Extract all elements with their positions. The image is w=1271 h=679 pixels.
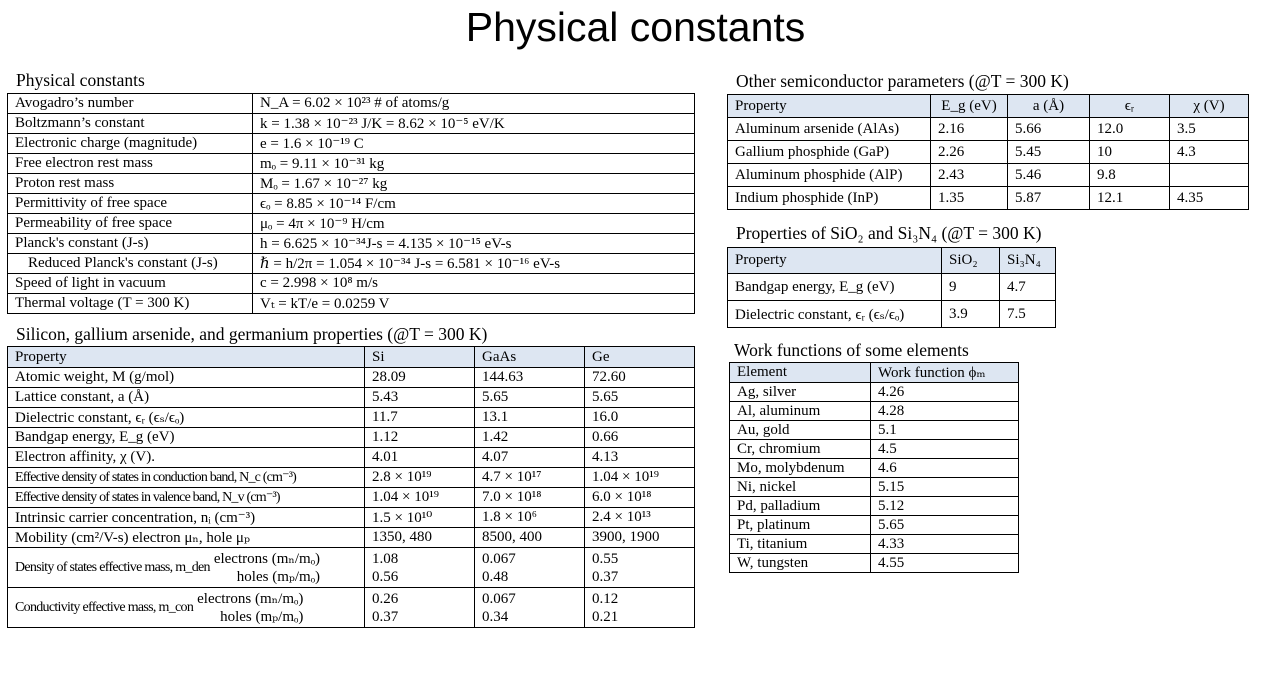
mass-value: 0.26 <box>372 590 399 607</box>
table-cell <box>585 548 695 588</box>
table-row <box>730 516 1019 535</box>
effective-mass-holes: holes (mₚ/mₒ) <box>236 568 321 585</box>
header-cell: Element <box>730 363 871 383</box>
mass-value: 0.067 <box>482 590 516 607</box>
table-header-row <box>728 95 1249 118</box>
table-cell: 13.1 <box>475 408 585 428</box>
table-cell: Thermal voltage (T = 300 K) <box>8 294 253 314</box>
table-cell: 72.60 <box>585 368 695 388</box>
table-cell: 3.5 <box>1170 118 1249 141</box>
table-cell: 2.43 <box>931 164 1008 187</box>
header-cell: Property <box>8 347 365 368</box>
table-row <box>730 383 1019 402</box>
table-row <box>8 174 695 194</box>
table-header-row <box>730 363 1019 383</box>
table-cell: Electron affinity, χ (V). <box>8 448 365 468</box>
table-row <box>8 388 695 408</box>
work-functions-table <box>729 362 1019 573</box>
table-cell <box>365 588 475 628</box>
header-cell: SiO₂ <box>942 248 1000 274</box>
header-cell: Work function ϕₘ <box>871 363 1019 383</box>
mass-value: 0.37 <box>592 568 619 585</box>
table-cell: 1.04 × 10¹⁹ <box>365 488 475 508</box>
table-cell: 5.66 <box>1008 118 1090 141</box>
table-cell: Lattice constant, a (Å) <box>8 388 365 408</box>
table-cell: 10 <box>1090 141 1170 164</box>
table-cell: 1.04 × 10¹⁹ <box>585 468 695 488</box>
table-row <box>8 94 695 114</box>
table-cell: W, tungsten <box>730 554 871 573</box>
table-cell: Effective density of states in conduction band, N_c (cm⁻³) <box>8 468 365 488</box>
table-cell: 5.15 <box>871 478 1019 497</box>
table-row <box>8 468 695 488</box>
table-row <box>8 194 695 214</box>
table-cell: mₒ = 9.11 × 10⁻³¹ kg <box>253 154 695 174</box>
table-cell <box>585 588 695 628</box>
effective-mass-holes: holes (mₚ/mₒ) <box>220 608 304 625</box>
table-cell: μₒ = 4π × 10⁻⁹ H/cm <box>253 214 695 234</box>
table-cell: 4.33 <box>871 535 1019 554</box>
table-cell: 5.45 <box>1008 141 1090 164</box>
table-cell: Speed of light in vacuum <box>8 274 253 294</box>
table-cell: ϵₒ = 8.85 × 10⁻¹⁴ F/cm <box>253 194 695 214</box>
table-cell: ℏ = h/2π = 1.054 × 10⁻³⁴ J-s = 6.581 × 10⁻¹⁶ eV-s <box>253 254 695 274</box>
table-cell: 9.8 <box>1090 164 1170 187</box>
table-cell: 4.28 <box>871 402 1019 421</box>
header-cell: ϵᵣ <box>1090 95 1170 118</box>
table-cell <box>365 548 475 588</box>
table-row <box>8 428 695 448</box>
table-cell: e = 1.6 × 10⁻¹⁹ C <box>253 134 695 154</box>
table-cell: c = 2.998 × 10⁸ m/s <box>253 274 695 294</box>
table-cell: Gallium phosphide (GaP) <box>728 141 931 164</box>
other-semiconductor-heading: Other semiconductor parameters (@T = 300 K) <box>736 71 1069 91</box>
table-row <box>730 402 1019 421</box>
table-cell: Bandgap energy, E_g (eV) <box>728 274 942 301</box>
effective-mass-electrons: electrons (mₙ/mₒ) <box>213 550 321 567</box>
table-cell: Free electron rest mass <box>8 154 253 174</box>
table-cell: 4.7 × 10¹⁷ <box>475 468 585 488</box>
table-row <box>8 508 695 528</box>
header-cell: Property <box>728 248 942 274</box>
table-cell: Mo, molybdenum <box>730 459 871 478</box>
semiconductor-properties-table <box>7 346 695 628</box>
table-cell: 16.0 <box>585 408 695 428</box>
table-cell: 5.65 <box>585 388 695 408</box>
page-title: Physical constants <box>465 4 806 50</box>
table-row <box>728 164 1249 187</box>
table-cell: 1.8 × 10⁶ <box>475 508 585 528</box>
work-functions-heading: Work functions of some elements <box>734 340 969 360</box>
header-cell: E_g (eV) <box>931 95 1008 118</box>
table-cell: 4.13 <box>585 448 695 468</box>
table-row <box>728 274 1056 301</box>
table-cell: Indium phosphide (InP) <box>728 187 931 210</box>
table-cell <box>475 588 585 628</box>
mass-value: 0.12 <box>592 590 619 607</box>
table-cell: 5.12 <box>871 497 1019 516</box>
table-cell: Vₜ = kT/e = 0.0259 V <box>253 294 695 314</box>
table-row <box>728 141 1249 164</box>
table-cell: 4.55 <box>871 554 1019 573</box>
table-row <box>730 497 1019 516</box>
table-row <box>8 134 695 154</box>
table-cell: 2.26 <box>931 141 1008 164</box>
table-cell: 4.01 <box>365 448 475 468</box>
mass-value: 1.08 <box>372 550 399 567</box>
table-cell: 0.66 <box>585 428 695 448</box>
table-cell: Proton rest mass <box>8 174 253 194</box>
table-cell: 5.46 <box>1008 164 1090 187</box>
table-cell: 2.4 × 10¹³ <box>585 508 695 528</box>
effective-mass-label <box>8 588 365 628</box>
table-row <box>8 234 695 254</box>
table-row <box>730 478 1019 497</box>
table-cell: 1350, 480 <box>365 528 475 548</box>
semiconductor-properties-heading: Silicon, gallium arsenide, and germanium properties (@T = 300 K) <box>16 324 488 344</box>
table-cell: Mₒ = 1.67 × 10⁻²⁷ kg <box>253 174 695 194</box>
header-cell: Property <box>728 95 931 118</box>
other-semiconductor-table <box>727 94 1249 210</box>
effective-mass-label <box>8 548 365 588</box>
table-cell: 4.6 <box>871 459 1019 478</box>
table-cell: Pt, platinum <box>730 516 871 535</box>
table-cell: N_A = 6.02 × 10²³ # of atoms/g <box>253 94 695 114</box>
table-cell: Electronic charge (magnitude) <box>8 134 253 154</box>
sio2-si3n4-table <box>727 247 1056 328</box>
table-cell: 1.35 <box>931 187 1008 210</box>
header-cell: Ge <box>585 347 695 368</box>
table-row <box>8 368 695 388</box>
table-row <box>8 488 695 508</box>
table-cell: Avogadro’s number <box>8 94 253 114</box>
table-cell: Reduced Planck's constant (J-s) <box>8 254 253 274</box>
table-header-row <box>728 248 1056 274</box>
table-cell: Cr, chromium <box>730 440 871 459</box>
table-cell: 3.9 <box>942 301 1000 328</box>
mass-value: 0.55 <box>592 550 619 567</box>
table-row <box>730 440 1019 459</box>
table-cell: 11.7 <box>365 408 475 428</box>
header-cell: Si <box>365 347 475 368</box>
table-cell: 1.12 <box>365 428 475 448</box>
effective-mass-electrons: electrons (mₙ/mₒ) <box>197 590 304 607</box>
table-cell: Atomic weight, M (g/mol) <box>8 368 365 388</box>
table-cell: 4.7 <box>1000 274 1056 301</box>
mass-value: 0.56 <box>372 568 399 585</box>
table-cell: Effective density of states in valence band, N_v (cm⁻³) <box>8 488 365 508</box>
header-cell: a (Å) <box>1008 95 1090 118</box>
table-cell: Permeability of free space <box>8 214 253 234</box>
table-cell: 9 <box>942 274 1000 301</box>
table-cell: 5.65 <box>475 388 585 408</box>
table-row <box>730 535 1019 554</box>
table-cell: Al, aluminum <box>730 402 871 421</box>
table-header-row <box>8 347 695 368</box>
table-cell <box>475 548 585 588</box>
mass-value: 0.34 <box>482 608 509 625</box>
table-cell: 7.0 × 10¹⁸ <box>475 488 585 508</box>
table-cell: 3900, 1900 <box>585 528 695 548</box>
table-cell: 4.26 <box>871 383 1019 402</box>
table-cell: Dielectric constant, ϵᵣ (ϵₛ/ϵₒ) <box>8 408 365 428</box>
table-row <box>8 408 695 428</box>
table-cell: Boltzmann’s constant <box>8 114 253 134</box>
mass-value: 0.48 <box>482 568 509 585</box>
physical-constants-table <box>7 93 695 314</box>
table-cell: 6.0 × 10¹⁸ <box>585 488 695 508</box>
header-cell: Si₃N₄ <box>1000 248 1056 274</box>
table-cell: 4.35 <box>1170 187 1249 210</box>
table-cell: 1.42 <box>475 428 585 448</box>
table-cell: 12.1 <box>1090 187 1170 210</box>
table-cell: 4.3 <box>1170 141 1249 164</box>
table-cell: 8500, 400 <box>475 528 585 548</box>
effective-mass-row <box>8 588 695 628</box>
table-cell: 4.07 <box>475 448 585 468</box>
table-cell: 1.5 × 10¹⁰ <box>365 508 475 528</box>
table-row <box>8 294 695 314</box>
table-row <box>8 154 695 174</box>
table-cell: 5.65 <box>871 516 1019 535</box>
mass-value: 0.37 <box>372 608 399 625</box>
table-row <box>730 459 1019 478</box>
table-cell: Bandgap energy, E_g (eV) <box>8 428 365 448</box>
table-cell: 2.16 <box>931 118 1008 141</box>
table-cell: 2.8 × 10¹⁹ <box>365 468 475 488</box>
table-cell: h = 6.625 × 10⁻³⁴J-s = 4.135 × 10⁻¹⁵ eV-s <box>253 234 695 254</box>
mass-value: 0.21 <box>592 608 619 625</box>
table-cell: Permittivity of free space <box>8 194 253 214</box>
table-cell: Aluminum phosphide (AlP) <box>728 164 931 187</box>
table-cell: k = 1.38 × 10⁻²³ J/K = 8.62 × 10⁻⁵ eV/K <box>253 114 695 134</box>
table-cell: Intrinsic carrier concentration, nᵢ (cm⁻³) <box>8 508 365 528</box>
table-cell: 5.1 <box>871 421 1019 440</box>
table-cell: Pd, palladium <box>730 497 871 516</box>
physical-constants-heading: Physical constants <box>16 70 145 90</box>
table-row <box>728 118 1249 141</box>
table-cell: Dielectric constant, ϵᵣ (ϵₛ/ϵₒ) <box>728 301 942 328</box>
table-row <box>8 274 695 294</box>
table-row <box>728 187 1249 210</box>
header-cell: χ (V) <box>1170 95 1249 118</box>
table-cell: Planck's constant (J-s) <box>8 234 253 254</box>
table-cell: 5.43 <box>365 388 475 408</box>
table-cell: Ni, nickel <box>730 478 871 497</box>
table-cell <box>1170 164 1249 187</box>
table-cell: Ag, silver <box>730 383 871 402</box>
table-cell: 28.09 <box>365 368 475 388</box>
table-row <box>728 301 1056 328</box>
table-cell: Ti, titanium <box>730 535 871 554</box>
table-cell: 7.5 <box>1000 301 1056 328</box>
table-row <box>8 114 695 134</box>
effective-mass-title: Density of states effective mass, m_den <box>15 559 210 575</box>
mass-value: 0.067 <box>482 550 516 567</box>
table-row <box>8 254 695 274</box>
table-cell: Mobility (cm²/V-s) electron μₙ, hole μₚ <box>8 528 365 548</box>
table-cell: Aluminum arsenide (AlAs) <box>728 118 931 141</box>
table-row <box>730 554 1019 573</box>
effective-mass-row <box>8 548 695 588</box>
table-cell: 144.63 <box>475 368 585 388</box>
table-row <box>8 448 695 468</box>
sio2-si3n4-heading: Properties of SiO₂ and Si₃N₄ (@T = 300 K) <box>736 223 1042 243</box>
table-cell: 5.87 <box>1008 187 1090 210</box>
header-cell: GaAs <box>475 347 585 368</box>
table-row <box>8 528 695 548</box>
table-row <box>8 214 695 234</box>
table-cell: 4.5 <box>871 440 1019 459</box>
effective-mass-title: Conductivity effective mass, m_con <box>15 599 194 615</box>
table-cell: Au, gold <box>730 421 871 440</box>
table-cell: 12.0 <box>1090 118 1170 141</box>
table-row <box>730 421 1019 440</box>
